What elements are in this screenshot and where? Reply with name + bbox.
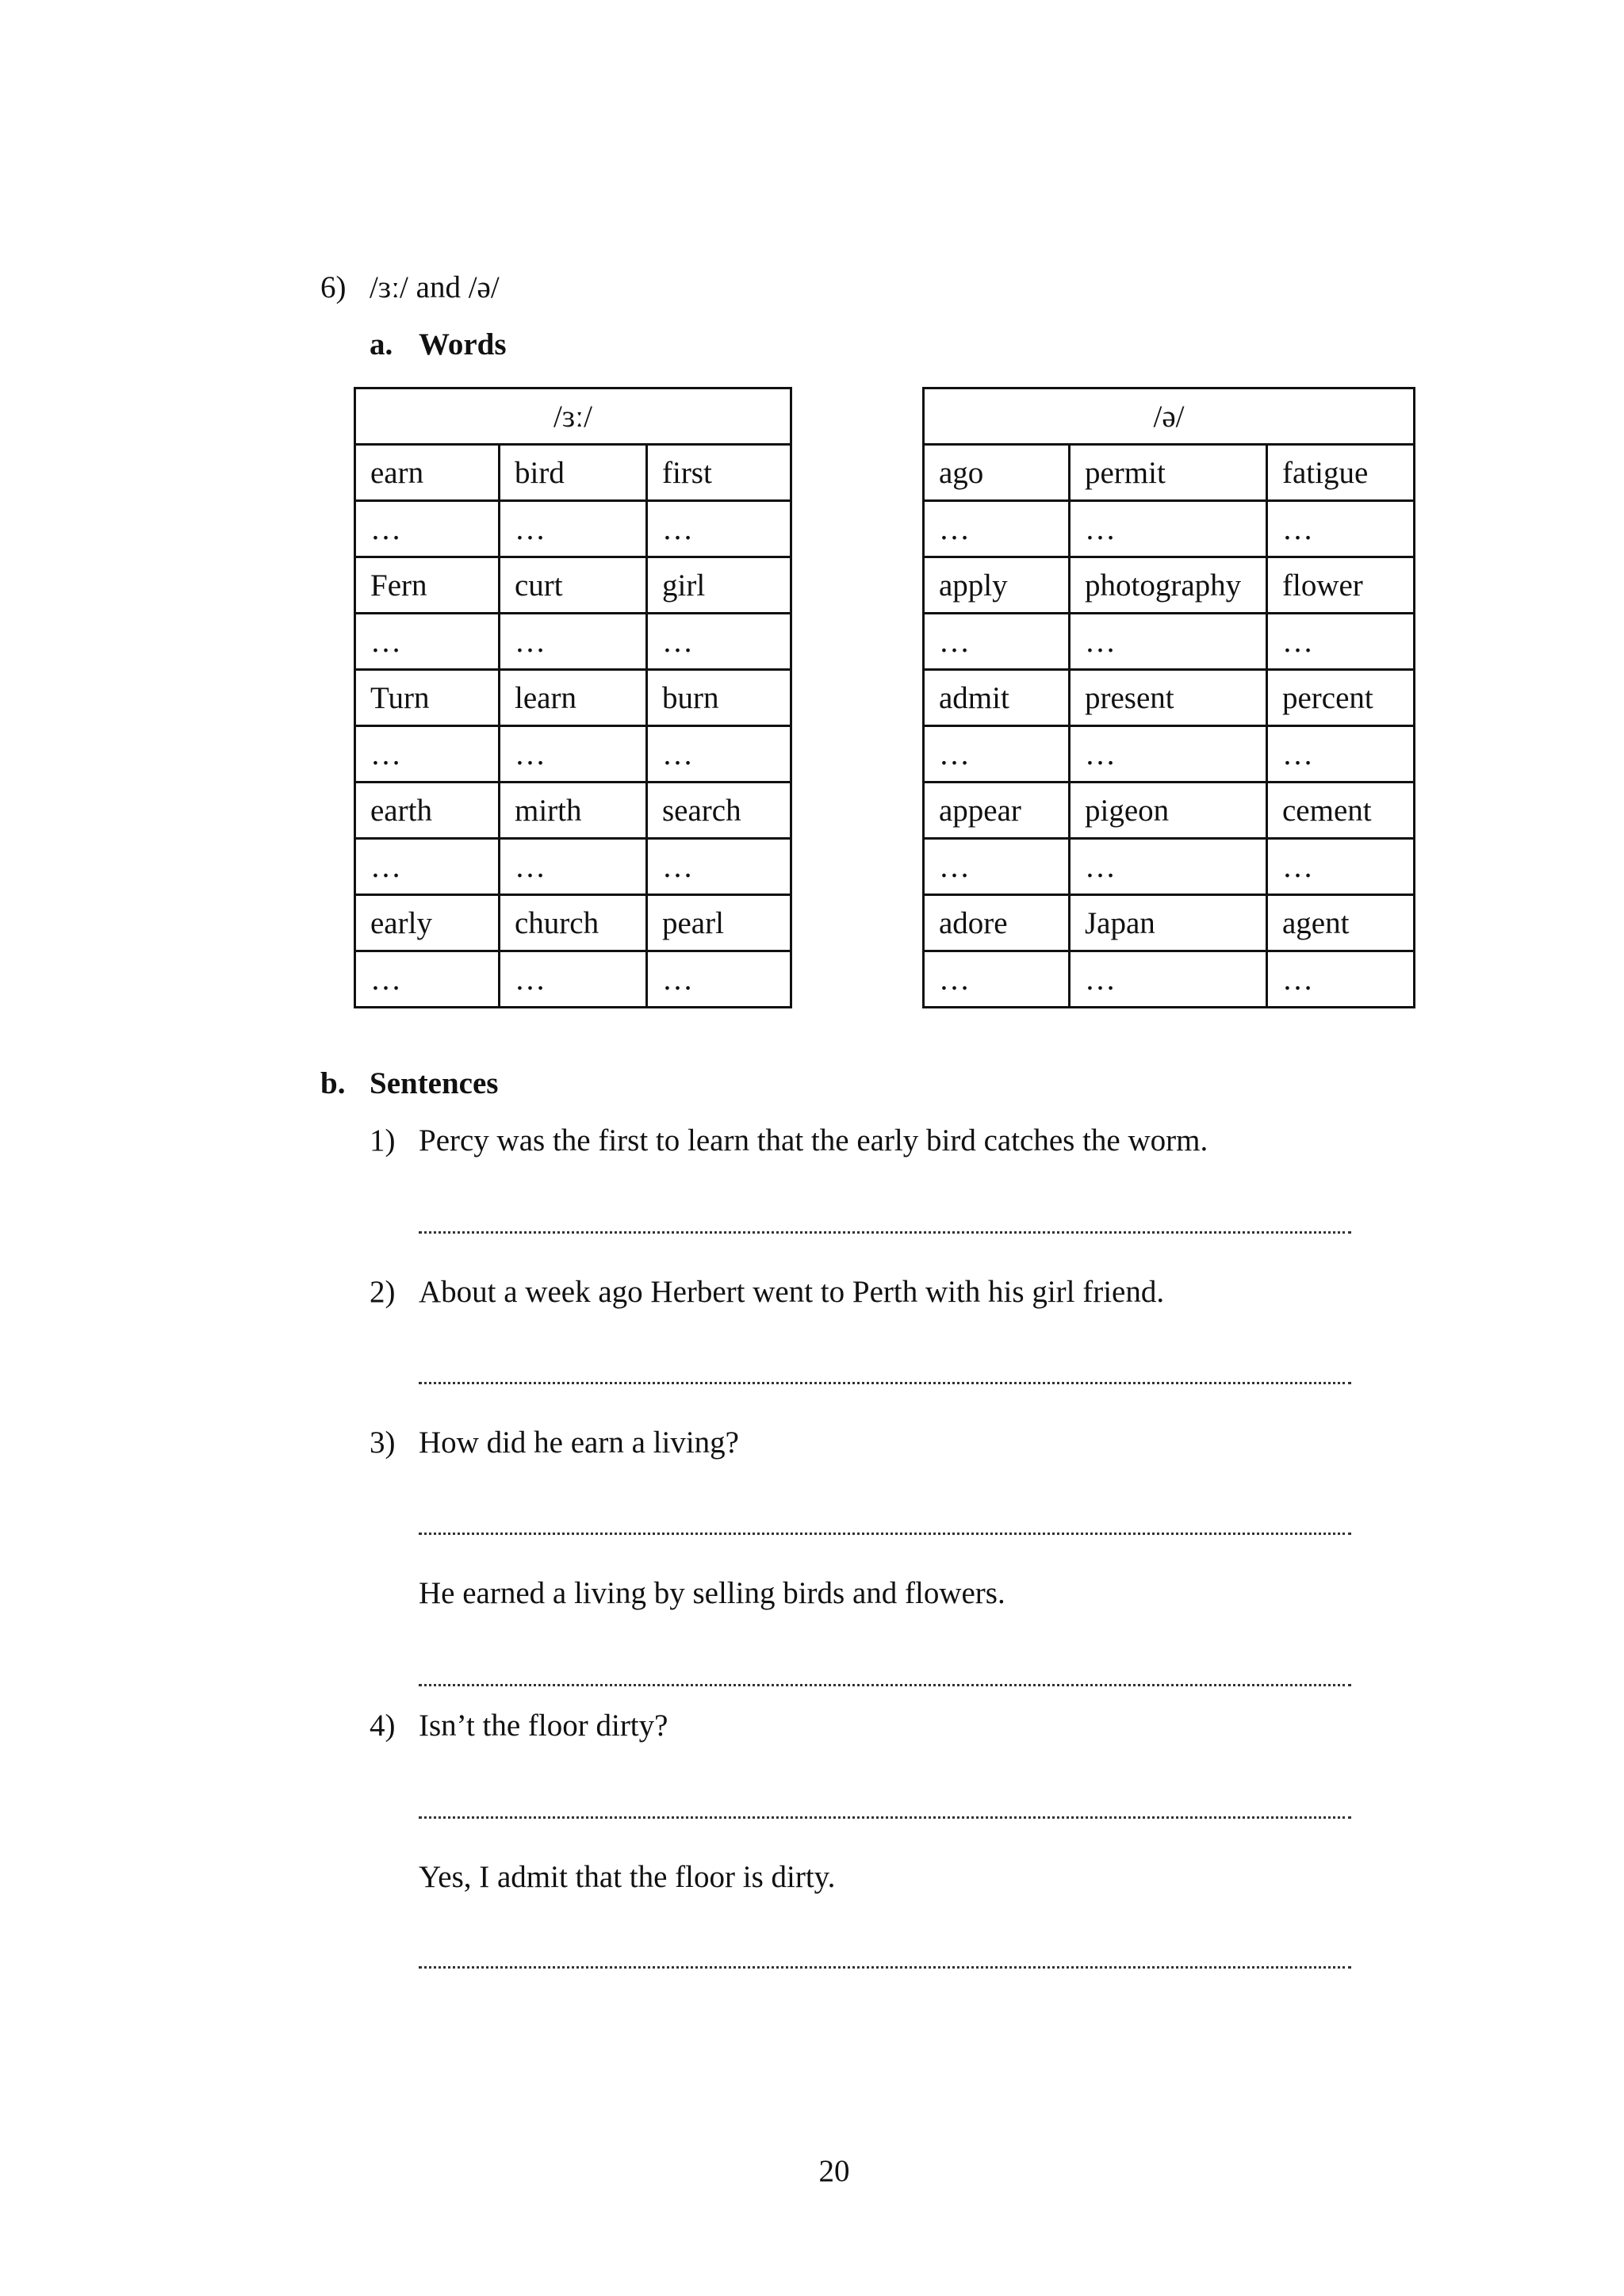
table-row — [355, 501, 791, 557]
table-cell: earn — [355, 445, 500, 501]
table-cell: … — [647, 839, 791, 895]
table-cell: photography — [1070, 557, 1267, 614]
answer-line — [419, 1231, 1351, 1234]
sentence-text: How did he earn a living? — [419, 1425, 739, 1460]
table-row — [924, 895, 1415, 951]
table-header: /ə/ — [924, 388, 1415, 445]
table-cell: permit — [1070, 445, 1267, 501]
table-cell: … — [355, 726, 500, 783]
table-row — [355, 726, 791, 783]
table-cell: percent — [1267, 670, 1415, 726]
table-row — [355, 670, 791, 726]
table-cell: … — [1070, 501, 1267, 557]
table-cell: … — [1070, 839, 1267, 895]
table-cell: ago — [924, 445, 1070, 501]
table-cell: search — [647, 783, 791, 839]
table-row — [355, 445, 791, 501]
table-cell: adore — [924, 895, 1070, 951]
table-cell: … — [1070, 614, 1267, 670]
table-cell: early — [355, 895, 500, 951]
table-cell: … — [355, 839, 500, 895]
table-cell: … — [1070, 951, 1267, 1008]
table-cell: … — [647, 501, 791, 557]
table-row — [924, 783, 1415, 839]
part-b-letter: b. — [320, 1066, 346, 1100]
table-cell: … — [500, 839, 647, 895]
table-cell: pigeon — [1070, 783, 1267, 839]
table-cell: church — [500, 895, 647, 951]
answer-line — [419, 1966, 1351, 1969]
sentence-text: Isn’t the floor dirty? — [419, 1709, 668, 1743]
words-table-er — [354, 387, 792, 1008]
table-cell: … — [1267, 951, 1415, 1008]
table-cell: cement — [1267, 783, 1415, 839]
table-row — [355, 783, 791, 839]
table-cell: appear — [924, 783, 1070, 839]
table-cell: flower — [1267, 557, 1415, 614]
table-cell: … — [924, 501, 1070, 557]
section-title: /ɜː/ and /ə/ — [370, 270, 500, 304]
part-a-letter: a. — [370, 327, 393, 362]
table-row — [924, 614, 1415, 670]
table-row — [924, 951, 1415, 1008]
table-row — [355, 895, 791, 951]
table-cell: Turn — [355, 670, 500, 726]
table-cell: pearl — [647, 895, 791, 951]
table-row — [355, 614, 791, 670]
table-cell: … — [924, 839, 1070, 895]
table-cell: … — [355, 951, 500, 1008]
table-cell: mirth — [500, 783, 647, 839]
table-row — [924, 839, 1415, 895]
table-cell: … — [1267, 839, 1415, 895]
table-cell: Japan — [1070, 895, 1267, 951]
table-cell: earth — [355, 783, 500, 839]
table-header-row — [924, 388, 1415, 445]
table-header-row — [355, 388, 791, 445]
table-cell: … — [1267, 501, 1415, 557]
table-cell: … — [924, 614, 1070, 670]
table-cell: … — [1070, 726, 1267, 783]
table-cell: fatigue — [1267, 445, 1415, 501]
table-row — [355, 951, 791, 1008]
sentence-text: About a week ago Herbert went to Perth with his girl friend. — [419, 1275, 1165, 1309]
table-row — [924, 670, 1415, 726]
sentence-answer: Yes, I admit that the floor is dirty. — [419, 1860, 836, 1894]
table-cell: … — [500, 726, 647, 783]
part-a-title: Words — [419, 327, 507, 362]
table-cell: … — [647, 951, 791, 1008]
table-cell: learn — [500, 670, 647, 726]
table-cell: first — [647, 445, 791, 501]
sentence-number: 2) — [370, 1275, 396, 1309]
table-cell: … — [1267, 614, 1415, 670]
table-cell: … — [500, 501, 647, 557]
table-cell: burn — [647, 670, 791, 726]
table-cell: agent — [1267, 895, 1415, 951]
answer-line — [419, 1533, 1351, 1535]
table-cell: … — [1267, 726, 1415, 783]
table-cell: … — [355, 614, 500, 670]
table-cell: … — [500, 951, 647, 1008]
section-number: 6) — [320, 270, 347, 304]
table-row — [355, 557, 791, 614]
table-cell: Fern — [355, 557, 500, 614]
table-row — [924, 445, 1415, 501]
answer-line — [419, 1816, 1351, 1819]
sentence-text: Percy was the first to learn that the early bird catches the worm. — [419, 1123, 1208, 1158]
sentence-answer: He earned a living by selling birds and flowers. — [419, 1576, 1005, 1610]
table-cell: … — [647, 726, 791, 783]
table-row — [924, 726, 1415, 783]
table-cell: … — [924, 951, 1070, 1008]
sentence-number: 3) — [370, 1425, 396, 1460]
part-b-title: Sentences — [370, 1066, 499, 1100]
table-cell: girl — [647, 557, 791, 614]
table-cell: … — [500, 614, 647, 670]
words-table-schwa — [922, 387, 1415, 1008]
table-cell: admit — [924, 670, 1070, 726]
sentence-number: 1) — [370, 1123, 396, 1158]
table-row — [924, 501, 1415, 557]
table-cell: bird — [500, 445, 647, 501]
table-row — [924, 557, 1415, 614]
answer-line — [419, 1684, 1351, 1686]
table-header: /ɜː/ — [355, 388, 791, 445]
table-cell: present — [1070, 670, 1267, 726]
table-cell: … — [355, 501, 500, 557]
answer-line — [419, 1382, 1351, 1384]
table-cell: … — [647, 614, 791, 670]
table-cell: apply — [924, 557, 1070, 614]
table-row — [355, 839, 791, 895]
sentence-number: 4) — [370, 1709, 396, 1743]
table-cell: … — [924, 726, 1070, 783]
table-cell: curt — [500, 557, 647, 614]
page-number: 20 — [818, 2154, 850, 2188]
